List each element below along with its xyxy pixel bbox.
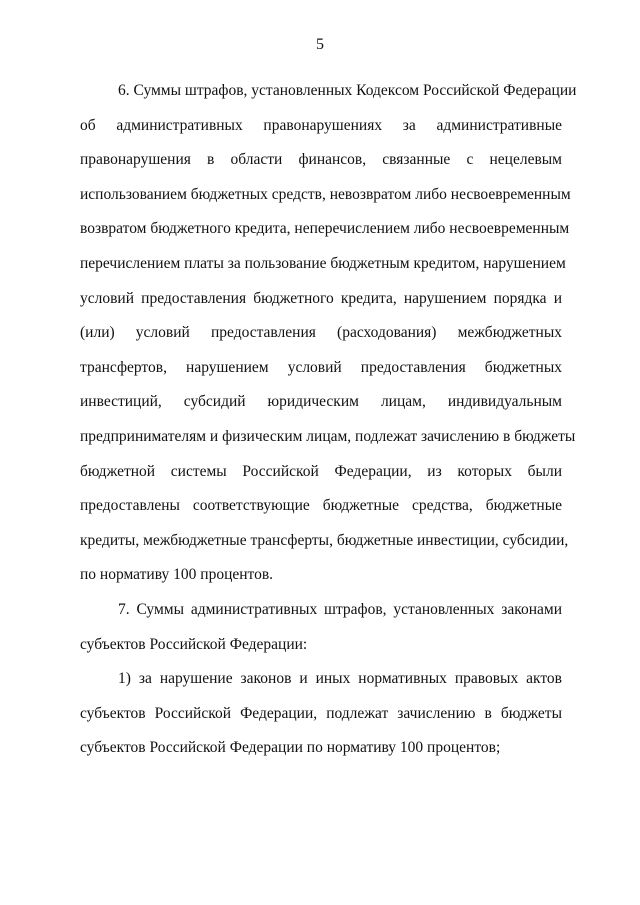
text-line: по нормативу 100 процентов. bbox=[80, 566, 274, 584]
text-line: субъектов Российской Федерации по нормативу 100 процентов; bbox=[80, 739, 501, 757]
text-line: правонарушения в области финансов, связанные с нецелевым bbox=[80, 151, 562, 169]
text-line: субъектов Российской Федерации: bbox=[80, 635, 308, 653]
text-line: субъектов Российской Федерации, подлежат зачислению в бюджеты bbox=[80, 704, 562, 722]
document-body bbox=[80, 74, 577, 766]
text-line: использованием бюджетных средств, невозвратом либо несвоевременным bbox=[80, 185, 571, 203]
paragraph-7-item-1 bbox=[80, 662, 562, 766]
text-line: трансфертов, нарушением условий предоставления бюджетных bbox=[80, 358, 562, 376]
text-line: 6. Суммы штрафов, установленных Кодексом Российской Федерации bbox=[118, 82, 577, 99]
text-line: кредиты, межбюджетные трансферты, бюджетные инвестиции, субсидии, bbox=[80, 531, 569, 549]
text-line: инвестиций, субсидий юридическим лицам, индивидуальным bbox=[80, 393, 562, 411]
text-line: условий предоставления бюджетного кредита, нарушением порядка и bbox=[80, 289, 562, 307]
text-line: перечислением платы за пользование бюджетным кредитом, нарушением bbox=[80, 254, 566, 272]
text-line: возвратом бюджетного кредита, неперечислением либо несвоевременным bbox=[80, 220, 570, 238]
text-line: 1) за нарушение законов и иных нормативных правовых актов bbox=[118, 670, 562, 688]
text-line: бюджетной системы Российской Федерации, из которых были bbox=[80, 462, 562, 480]
text-line: предпринимателям и физическим лицам, подлежат зачислению в бюджеты bbox=[80, 427, 576, 445]
text-line: 7. Суммы административных штрафов, установленных законами bbox=[118, 600, 562, 618]
text-line: предоставлены соответствующие бюджетные средства, бюджетные bbox=[80, 497, 562, 515]
page-number: 5 bbox=[316, 36, 324, 53]
text-line: (или) условий предоставления (расходования) межбюджетных bbox=[80, 324, 562, 342]
paragraph-6 bbox=[80, 74, 577, 593]
paragraph-7 bbox=[80, 593, 562, 662]
text-line: об административных правонарушениях за административные bbox=[80, 116, 562, 134]
